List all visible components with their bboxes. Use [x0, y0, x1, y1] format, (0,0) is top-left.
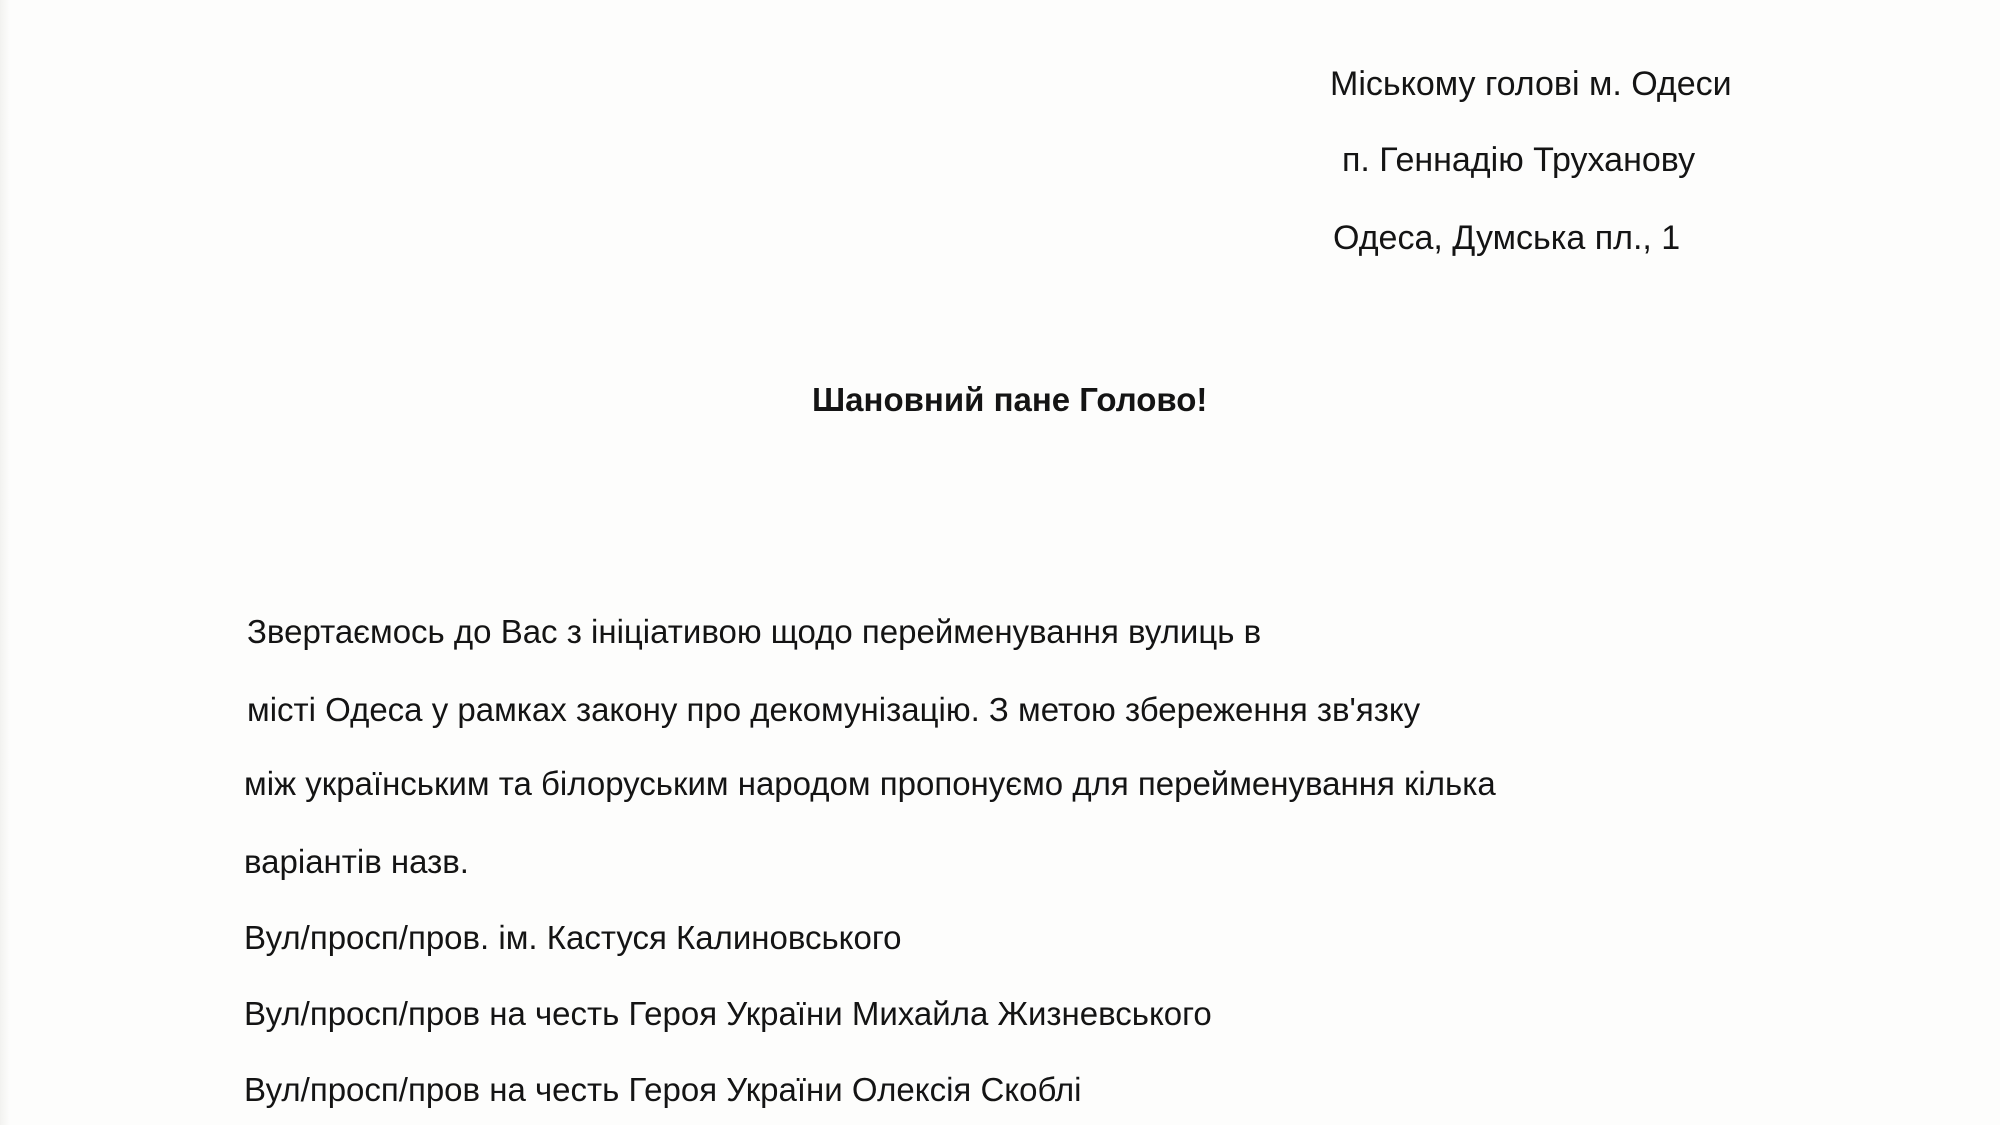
- addressee-address: Одеса, Думська пл., 1: [1333, 219, 1681, 257]
- body-line: Звертаємось до Вас з ініціативою щодо перейменування вулиць в: [247, 613, 1262, 650]
- street-name-option: Вул/просп/пров. ім. Кастуся Калиновського: [244, 919, 902, 956]
- salutation: Шановний пане Голово!: [812, 381, 1208, 418]
- scan-edge: [0, 0, 10, 1125]
- body-line: місті Одеса у рамках закону про декомунізацію. З метою збереження зв'язку: [247, 691, 1421, 728]
- addressee-name: п. Геннадію Труханову: [1342, 141, 1696, 179]
- addressee-title: Міському голові м. Одеси: [1330, 65, 1732, 103]
- street-name-option: Вул/просп/пров на честь Героя України Олексія Скоблі: [244, 1071, 1082, 1108]
- street-name-option: Вул/просп/пров на честь Героя України Михайла Жизневського: [244, 995, 1212, 1032]
- body-line: між українським та білоруським народом пропонуємо для перейменування кілька: [244, 765, 1496, 802]
- body-line: варіантів назв.: [244, 843, 469, 880]
